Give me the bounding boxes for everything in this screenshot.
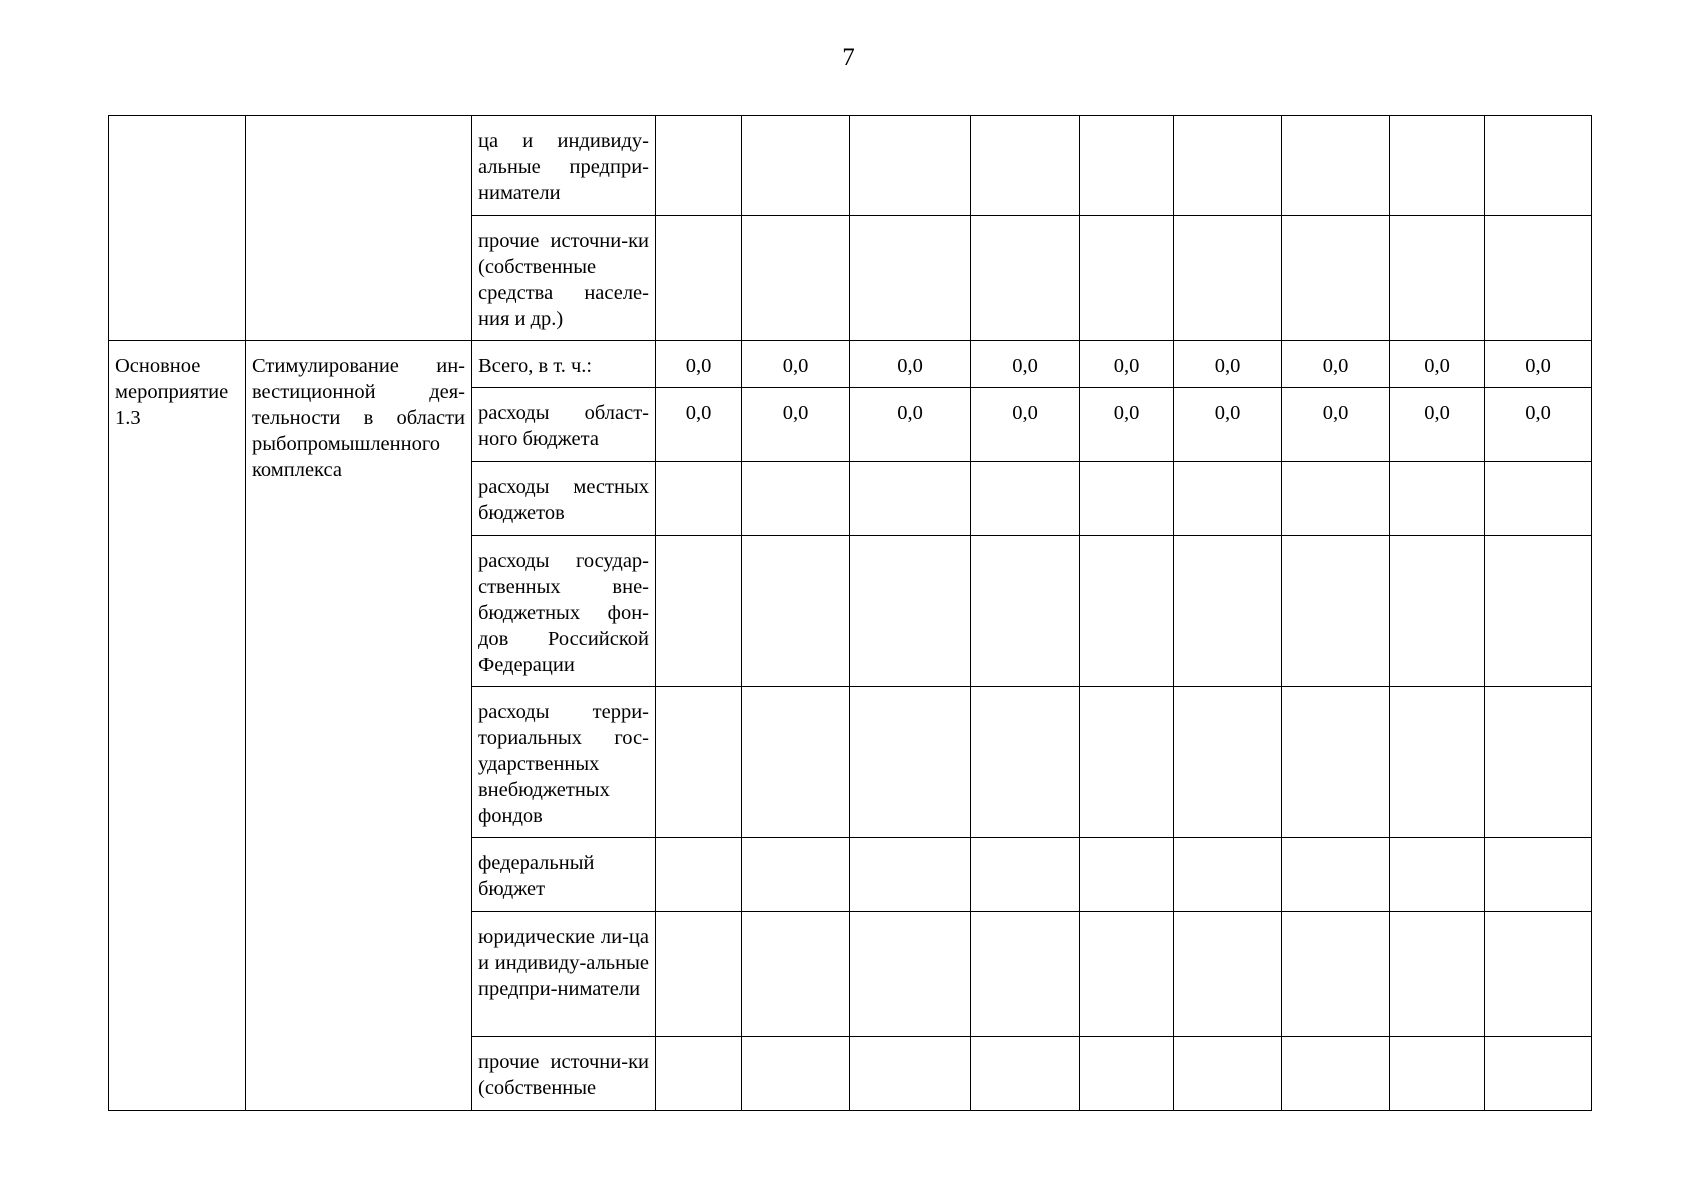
value-cell	[1485, 912, 1592, 1037]
value-cell	[1282, 838, 1390, 912]
table-row	[109, 341, 1592, 388]
value-cell: 0,0	[742, 341, 850, 388]
value-cell	[1174, 912, 1282, 1037]
value-cell	[1390, 838, 1485, 912]
value-cell: 0,0	[1174, 388, 1282, 462]
value-cell	[1080, 912, 1174, 1037]
value-cell	[1174, 1037, 1282, 1111]
value-cell	[1174, 116, 1282, 216]
funding-source-cell: расходы государ-ственных вне-бюджетных фон-дов Российской Федерации	[472, 536, 656, 687]
funding-source-cell: Всего, в т. ч.:	[472, 341, 656, 388]
empty-activity-cell	[109, 116, 246, 341]
funding-source-cell: расходы област-ного бюджета	[472, 388, 656, 462]
value-cell	[1485, 116, 1592, 216]
value-cell	[971, 687, 1080, 838]
value-cell	[850, 116, 971, 216]
value-cell	[656, 838, 742, 912]
value-cell: 0,0	[971, 341, 1080, 388]
value-cell	[971, 216, 1080, 341]
value-cell	[1080, 1037, 1174, 1111]
value-cell: 0,0	[656, 388, 742, 462]
value-cell	[656, 1037, 742, 1111]
value-cell	[971, 838, 1080, 912]
value-cell	[1485, 216, 1592, 341]
value-cell	[656, 116, 742, 216]
value-cell	[1390, 462, 1485, 536]
value-cell	[971, 462, 1080, 536]
funding-source-cell: ца и индивиду-альные предпри-ниматели	[472, 116, 656, 216]
budget-table	[108, 115, 1592, 1111]
value-cell	[971, 536, 1080, 687]
value-cell	[742, 216, 850, 341]
value-cell	[1080, 536, 1174, 687]
value-cell: 0,0	[1282, 341, 1390, 388]
value-cell	[742, 838, 850, 912]
value-cell	[1080, 216, 1174, 341]
value-cell	[1485, 838, 1592, 912]
value-cell: 0,0	[656, 341, 742, 388]
value-cell	[971, 116, 1080, 216]
value-cell	[1485, 536, 1592, 687]
value-cell	[1174, 838, 1282, 912]
value-cell	[1390, 216, 1485, 341]
page-number: 7	[842, 44, 855, 71]
value-cell	[742, 462, 850, 536]
value-cell	[656, 462, 742, 536]
value-cell	[850, 1037, 971, 1111]
value-cell: 0,0	[1282, 388, 1390, 462]
value-cell: 0,0	[850, 388, 971, 462]
value-cell	[1174, 216, 1282, 341]
empty-description-cell	[246, 116, 472, 341]
value-cell	[1485, 1037, 1592, 1111]
value-cell	[1080, 116, 1174, 216]
value-cell	[1080, 687, 1174, 838]
funding-source-cell: юридические ли-ца и индивиду-альные предпри-ниматели	[472, 912, 656, 1037]
value-cell	[971, 912, 1080, 1037]
value-cell	[1282, 116, 1390, 216]
value-cell: 0,0	[1174, 341, 1282, 388]
value-cell	[850, 536, 971, 687]
value-cell	[1282, 536, 1390, 687]
value-cell	[1390, 1037, 1485, 1111]
value-cell	[1390, 912, 1485, 1037]
value-cell	[1282, 216, 1390, 341]
value-cell: 0,0	[1390, 388, 1485, 462]
value-cell	[742, 1037, 850, 1111]
value-cell	[742, 912, 850, 1037]
value-cell: 0,0	[1390, 341, 1485, 388]
value-cell	[1282, 462, 1390, 536]
value-cell: 0,0	[1080, 341, 1174, 388]
activity-name-cell: Основное мероприятие 1.3	[109, 341, 246, 1111]
activity-description-cell: Стимулирование ин-вестиционной дея-тельности в области рыбопромышленного комплекса	[246, 341, 472, 1111]
value-cell	[850, 462, 971, 536]
value-cell	[1282, 687, 1390, 838]
value-cell	[850, 687, 971, 838]
value-cell	[850, 838, 971, 912]
funding-source-cell: расходы терри-ториальных гос-ударственных внебюджетных фондов	[472, 687, 656, 838]
value-cell	[1485, 462, 1592, 536]
value-cell	[1174, 462, 1282, 536]
value-cell	[656, 687, 742, 838]
value-cell: 0,0	[850, 341, 971, 388]
table-row	[109, 116, 1592, 216]
value-cell	[742, 116, 850, 216]
value-cell	[656, 912, 742, 1037]
value-cell: 0,0	[971, 388, 1080, 462]
value-cell	[1174, 687, 1282, 838]
value-cell	[1390, 536, 1485, 687]
value-cell	[1080, 838, 1174, 912]
value-cell	[1282, 912, 1390, 1037]
value-cell: 0,0	[742, 388, 850, 462]
value-cell	[1390, 687, 1485, 838]
value-cell	[971, 1037, 1080, 1111]
value-cell	[1174, 536, 1282, 687]
funding-source-cell: прочие источни-ки (собственные	[472, 1037, 656, 1111]
value-cell	[1390, 116, 1485, 216]
value-cell	[850, 912, 971, 1037]
funding-source-cell: расходы местных бюджетов	[472, 462, 656, 536]
value-cell	[656, 216, 742, 341]
value-cell	[742, 536, 850, 687]
funding-source-cell: федеральный бюджет	[472, 838, 656, 912]
value-cell	[1080, 462, 1174, 536]
value-cell: 0,0	[1485, 388, 1592, 462]
value-cell	[850, 216, 971, 341]
value-cell	[656, 536, 742, 687]
value-cell	[1485, 687, 1592, 838]
value-cell	[1282, 1037, 1390, 1111]
funding-source-cell: прочие источни-ки (собственные средства населе-ния и др.)	[472, 216, 656, 341]
value-cell: 0,0	[1080, 388, 1174, 462]
value-cell: 0,0	[1485, 341, 1592, 388]
value-cell	[742, 687, 850, 838]
